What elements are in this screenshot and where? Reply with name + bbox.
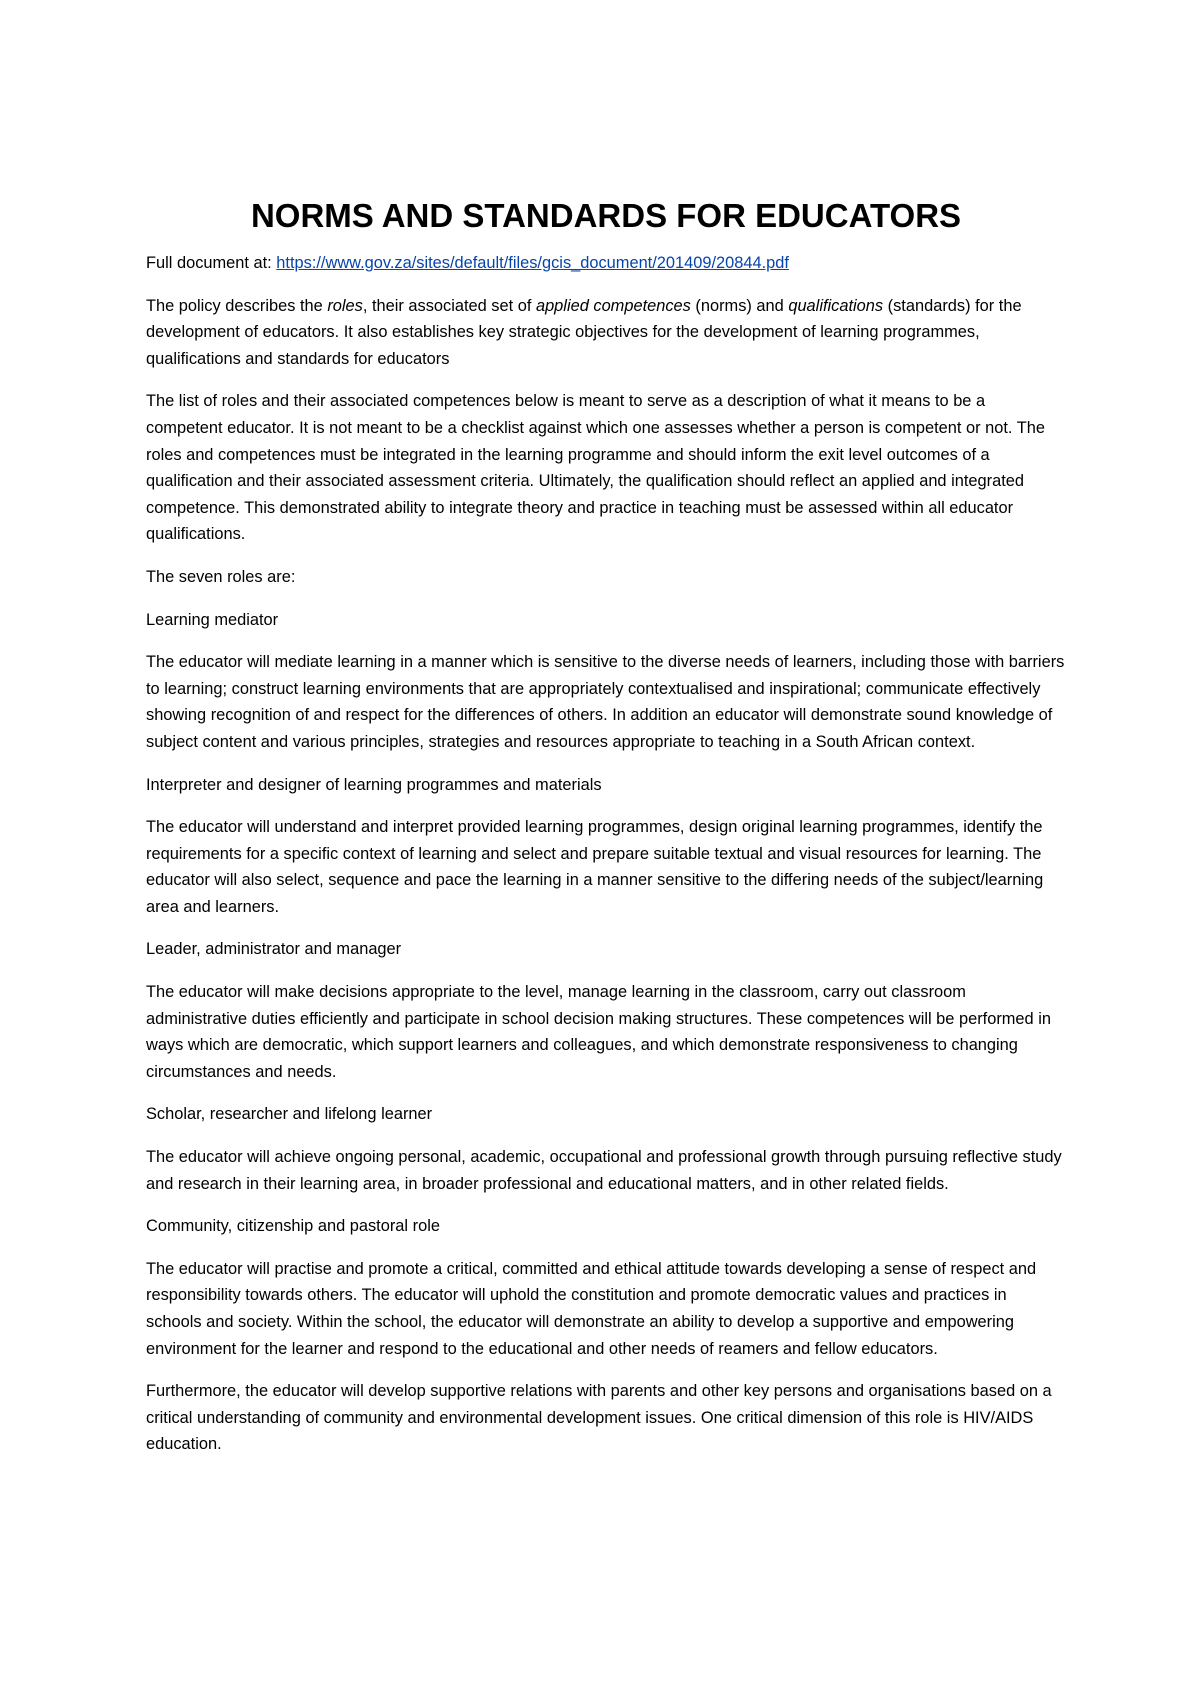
intro-emphasis-competences: applied competences [535, 296, 691, 315]
intro-text-1: The policy describes the [146, 296, 328, 315]
intro-text-2: , their associated set of [362, 296, 536, 315]
role-paragraph: The educator will achieve ongoing personal, academic, occupational and professional growth through pursuing reflective study and research in their learning area, in broader professional and educational matters, and in other related fields. [146, 1148, 1062, 1193]
role-paragraph: The educator will understand and interpret provided learning programmes, design original learning programmes, identify the requirements for a specific context of learning and select and prepare suitable textual and visual resources for learning. The educator will also select, sequence and pace the learning in a manner sensitive to the differing needs of the subject/learning area and learners. [146, 818, 1044, 916]
role-heading-scholar-researcher: Scholar, researcher and lifelong learner [146, 1105, 433, 1124]
source-link[interactable]: https://www.gov.za/sites/default/files/gcis_document/201409/20844.pdf [276, 254, 789, 272]
role-heading-learning-mediator: Learning mediator [146, 610, 279, 629]
role-heading-leader-administrator: Leader, administrator and manager [146, 940, 402, 959]
intro-paragraph [146, 293, 1066, 373]
role-paragraph: Furthermore, the educator will develop supportive relations with parents and other key persons and organisations based on a critical understanding of community and environmental development issues. One critical dimension of this role is HIV/AIDS education. [146, 1382, 1052, 1454]
roles-list-paragraph: The list of roles and their associated competences below is meant to serve as a description of what it means to be a competent educator. It is not meant to be a checklist against which one assesses whether a person is competent or not. The roles and competences must be integrated in the learning programme and should inform the exit level outcomes of a qualification and their associated assessment criteria. Ultimately, the qualification should reflect an applied and integrated competence. This demonstrated ability to integrate theory and practice in teaching must be assessed within all educator qualifications. [146, 392, 1045, 544]
role-paragraph: The educator will practise and promote a critical, committed and ethical attitude towards developing a sense of respect and responsibility towards others. The educator will uphold the constitution and promote democratic values and practices in schools and society. Within the school, the educator will demonstrate an ability to develop a supportive and empowering environment for the learner and respond to the educational and other needs of reamers and fellow educators. [146, 1259, 1037, 1358]
intro-text-4: (standards) for the development of educators. It also establishes key strategic objectives for the development of learning programmes, qualifications and standards for educators [146, 296, 1022, 368]
role-paragraph: The educator will mediate learning in a manner which is sensitive to the diverse needs of learners, including those with barriers to learning; construct learning environments that are appropriately contextualised and inspirational; communicate effectively showing recognition of and respect for the differences of others. In addition an educator will demonstrate sound knowledge of subject content and various principles, strategies and resources appropriate to teaching in a South African context. [146, 653, 1065, 751]
intro-text-3: (norms) and [690, 296, 789, 315]
source-label: Full document at: [146, 254, 277, 272]
intro-emphasis-roles: roles [327, 296, 363, 315]
document-page [146, 196, 1066, 1474]
source-line [146, 250, 1066, 277]
role-heading-community-citizenship: Community, citizenship and pastoral role [146, 1217, 440, 1236]
intro-emphasis-qualifications: qualifications [788, 296, 884, 315]
role-heading-interpreter-designer: Interpreter and designer of learning programmes and materials [146, 775, 602, 794]
page-title: NORMS AND STANDARDS FOR EDUCATORS [250, 197, 962, 234]
role-paragraph: The educator will make decisions appropriate to the level, manage learning in the classroom, carry out classroom administrative duties efficiently and participate in school decision making structures. These competences will be performed in ways which are democratic, which support learners and colleagues, and which demonstrate responsiveness to changing circumstances and needs. [146, 983, 1051, 1081]
seven-roles-intro: The seven roles are: [146, 567, 296, 586]
